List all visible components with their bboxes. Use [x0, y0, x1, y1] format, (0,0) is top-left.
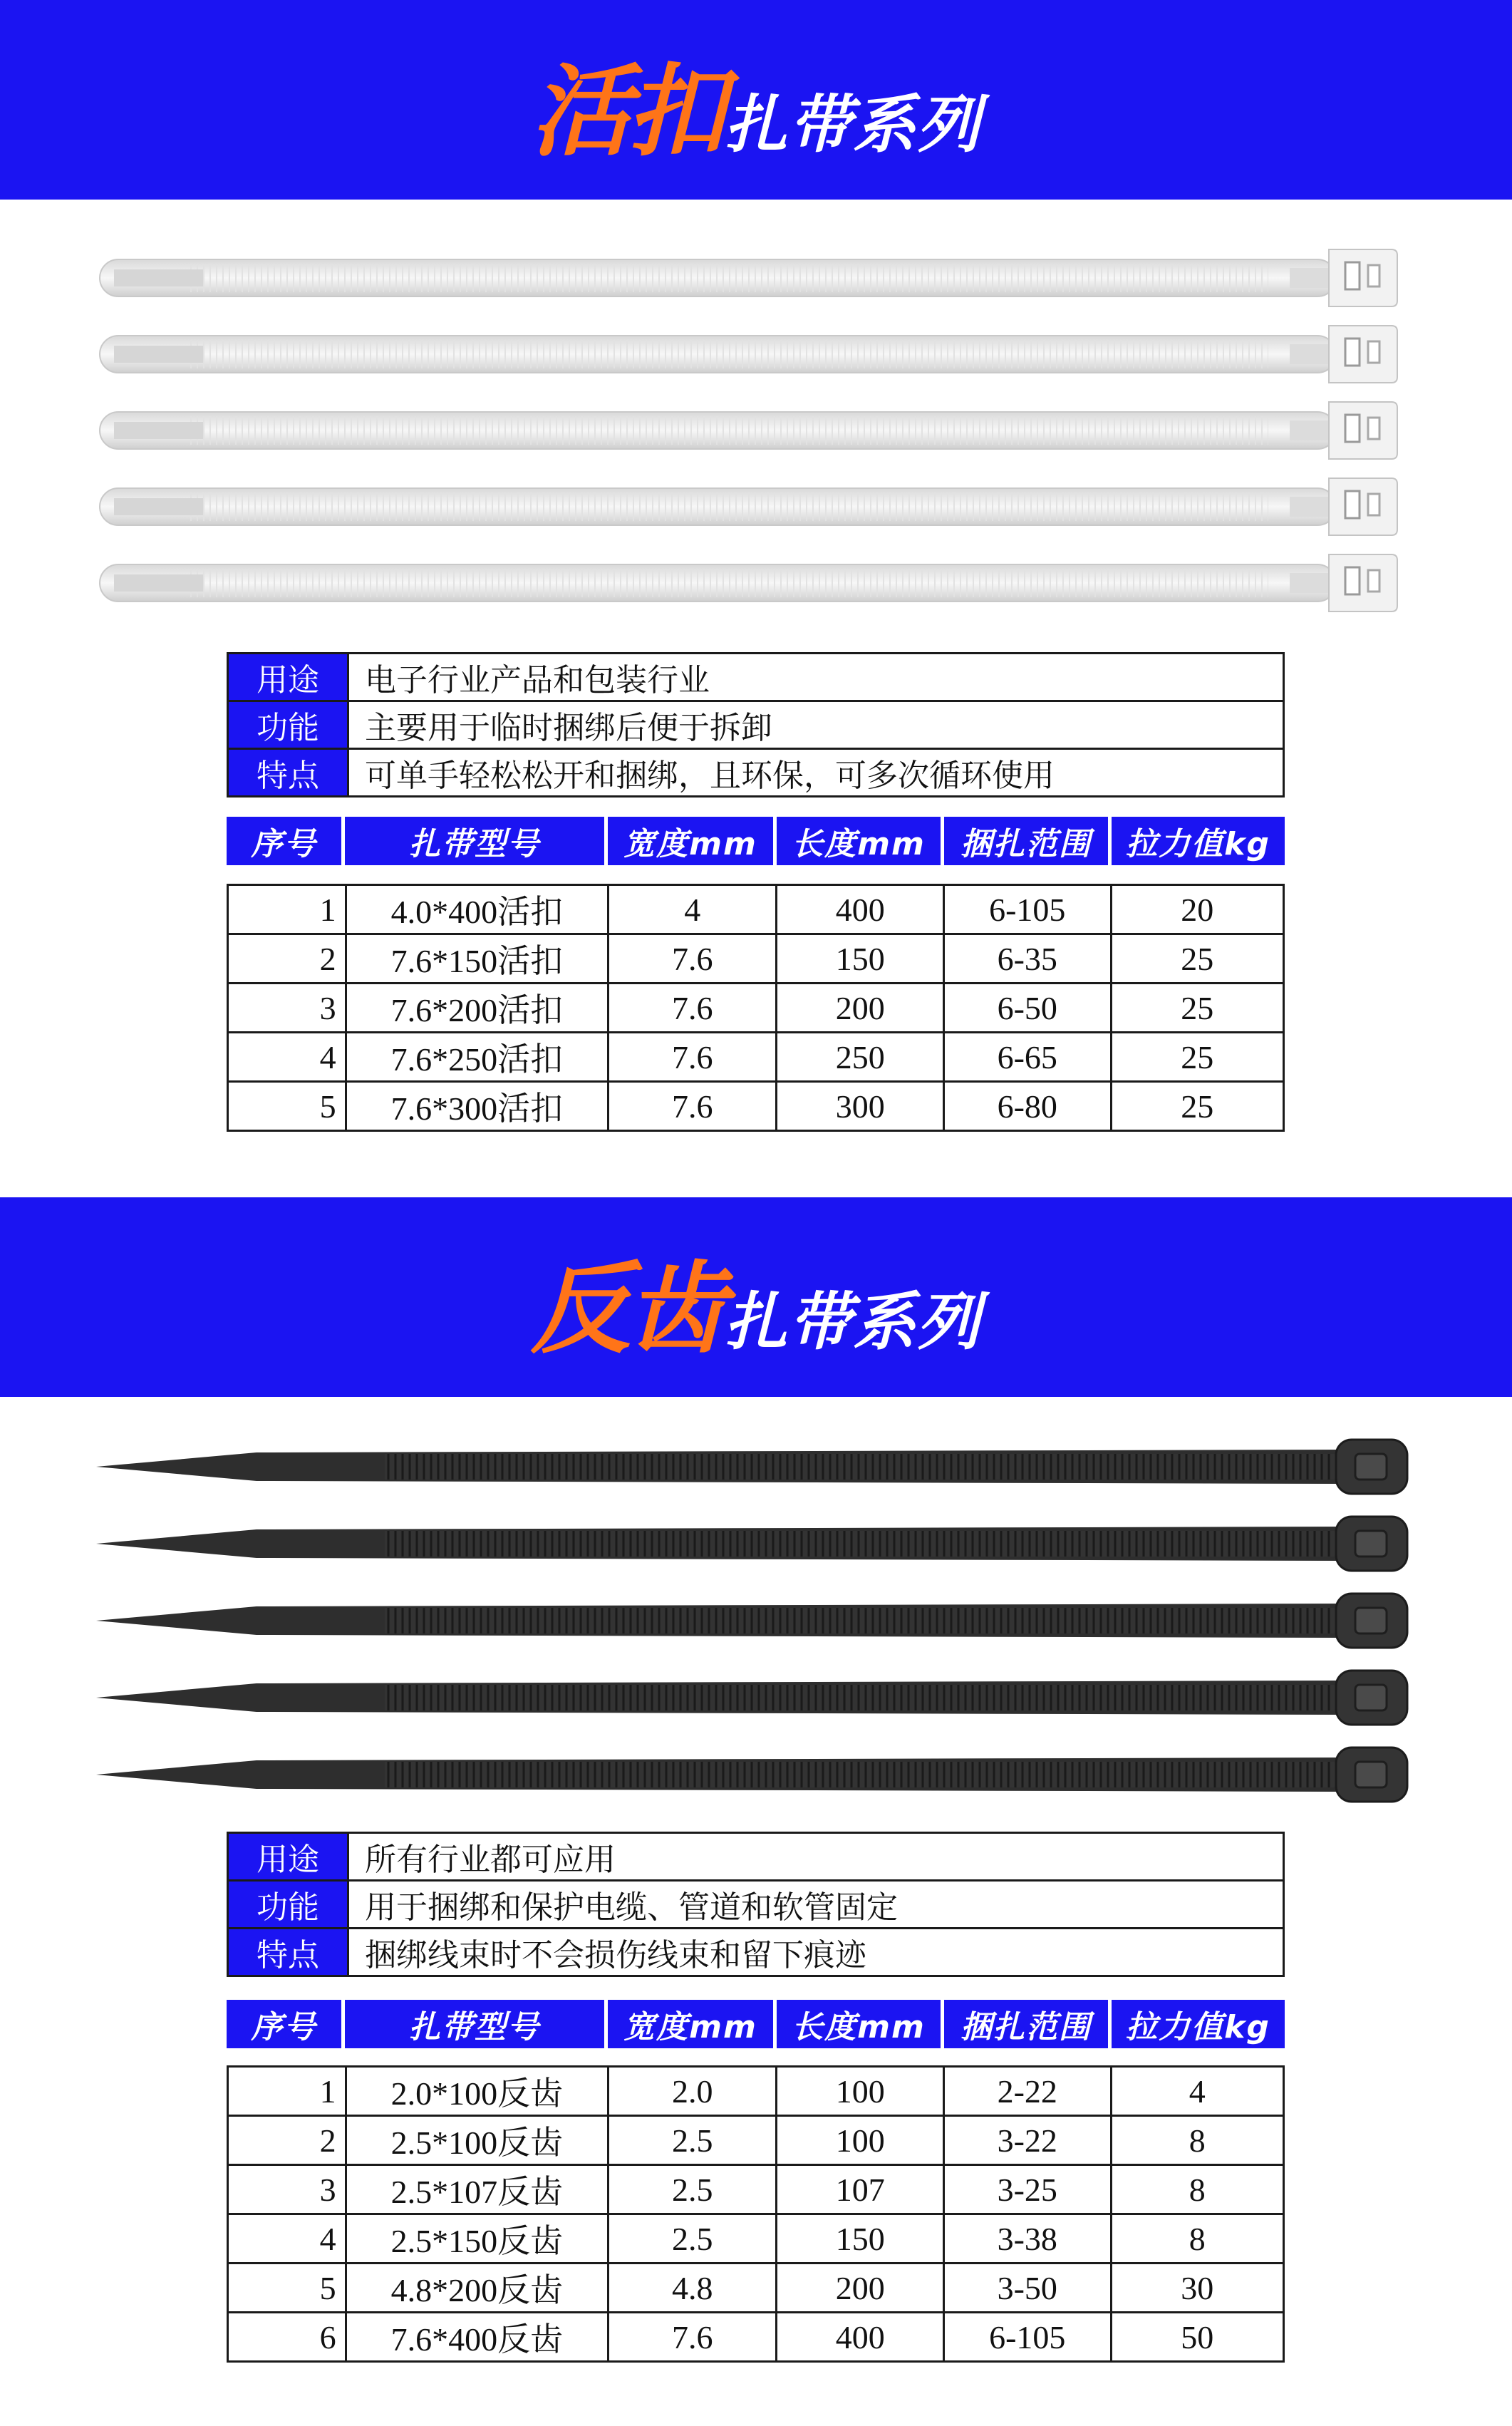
- cell-width: 7.6: [609, 1033, 777, 1082]
- cell-tensile: 4: [1111, 2067, 1283, 2116]
- cell-width: 2.5: [609, 2214, 777, 2264]
- cell-length: 250: [777, 1033, 944, 1082]
- cell-range: 6-35: [944, 934, 1112, 984]
- info-value: 可单手轻松松开和捆绑，且环保，可多次循环使用: [348, 749, 1284, 797]
- white-tie-1: [100, 249, 1397, 306]
- cell-range: 6-80: [944, 1082, 1112, 1131]
- header-width: 宽度mm: [608, 817, 773, 865]
- spec-header-row: [227, 817, 1285, 865]
- cell-range: 3-50: [944, 2264, 1112, 2313]
- cell-width: 2.5: [609, 2116, 777, 2165]
- cell-tensile: 8: [1111, 2165, 1283, 2214]
- info-label: 特点: [228, 1929, 348, 1976]
- info-row-function: [228, 1881, 1284, 1929]
- cell-model: 7.6*400反齿: [346, 2313, 608, 2362]
- cell-width: 7.6: [609, 2313, 777, 2362]
- cell-width: 2.5: [609, 2165, 777, 2214]
- table-row: [228, 934, 1284, 984]
- info-value: 捆绑线束时不会损伤线束和留下痕迹: [348, 1929, 1284, 1976]
- cell-range: 3-22: [944, 2116, 1112, 2165]
- cell-index: 4: [228, 2214, 346, 2264]
- white-tie-2: [100, 326, 1397, 383]
- cell-model: 2.5*100反齿: [346, 2116, 608, 2165]
- info-value: 主要用于临时捆绑后便于拆卸: [348, 701, 1284, 749]
- black-tie-2: [96, 1517, 1407, 1571]
- cell-range: 3-38: [944, 2214, 1112, 2264]
- cell-range: 6-50: [944, 984, 1112, 1033]
- cell-index: 3: [228, 984, 346, 1033]
- cell-tensile: 8: [1111, 2214, 1283, 2264]
- table-row: [228, 885, 1284, 934]
- cell-model: 2.5*107反齿: [346, 2165, 608, 2214]
- table-row: [228, 2214, 1284, 2264]
- title-accent: 活扣: [530, 54, 722, 170]
- cell-model: 7.6*150活扣: [346, 934, 608, 984]
- releasable-info-table: [227, 652, 1285, 798]
- cell-index: 5: [228, 2264, 346, 2313]
- cell-tensile: 25: [1111, 934, 1283, 984]
- header-model: 扎带型号: [345, 2000, 604, 2048]
- cell-index: 5: [228, 1082, 346, 1131]
- info-value: 所有行业都可应用: [348, 1833, 1284, 1881]
- header-index: 序号: [227, 2000, 341, 2048]
- info-row-feature: [228, 1929, 1284, 1976]
- info-value: 用于捆绑和保护电缆、管道和软管固定: [348, 1881, 1284, 1929]
- info-label: 用途: [228, 654, 348, 701]
- header-model: 扎带型号: [345, 817, 604, 865]
- cell-model: 2.5*150反齿: [346, 2214, 608, 2264]
- table-row: [228, 984, 1284, 1033]
- title-main: 扎带系列: [725, 1285, 982, 1358]
- info-label: 功能: [228, 701, 348, 749]
- cell-length: 107: [777, 2165, 944, 2214]
- cell-index: 3: [228, 2165, 346, 2214]
- cell-tensile: 30: [1111, 2264, 1283, 2313]
- cell-index: 6: [228, 2313, 346, 2362]
- cell-width: 7.6: [609, 1082, 777, 1131]
- cell-length: 200: [777, 984, 944, 1033]
- info-row-usage: [228, 1833, 1284, 1881]
- header-range: 捆扎范围: [944, 2000, 1108, 2048]
- cell-width: 4.8: [609, 2264, 777, 2313]
- section-banner-reverse-teeth: [0, 1197, 1512, 1397]
- table-row: [228, 2165, 1284, 2214]
- white-tie-4: [100, 478, 1397, 535]
- info-label: 用途: [228, 1833, 348, 1881]
- cell-tensile: 50: [1111, 2313, 1283, 2362]
- cell-model: 7.6*300活扣: [346, 1082, 608, 1131]
- table-row: [228, 2264, 1284, 2313]
- info-row-function: [228, 701, 1284, 749]
- table-row: [228, 1033, 1284, 1082]
- header-length: 长度mm: [777, 817, 941, 865]
- cell-range: 3-25: [944, 2165, 1112, 2214]
- black-tie-1: [96, 1440, 1407, 1494]
- cell-tensile: 20: [1111, 885, 1283, 934]
- cell-range: 2-22: [944, 2067, 1112, 2116]
- info-label: 功能: [228, 1881, 348, 1929]
- cell-index: 2: [228, 2116, 346, 2165]
- cell-index: 1: [228, 885, 346, 934]
- info-row-usage: [228, 654, 1284, 701]
- header-range: 捆扎范围: [944, 817, 1108, 865]
- title-accent: 反齿: [530, 1251, 722, 1368]
- black-tie-3: [96, 1594, 1407, 1648]
- cell-model: 4.8*200反齿: [346, 2264, 608, 2313]
- cell-tensile: 25: [1111, 1033, 1283, 1082]
- cell-length: 400: [777, 885, 944, 934]
- cell-tensile: 8: [1111, 2116, 1283, 2165]
- cell-model: 7.6*250活扣: [346, 1033, 608, 1082]
- white-tie-5: [100, 554, 1397, 611]
- cell-tensile: 25: [1111, 984, 1283, 1033]
- header-tensile: 拉力值kg: [1112, 2000, 1285, 2048]
- reverse-teeth-spec-table: [227, 2065, 1285, 2363]
- title-main: 扎带系列: [725, 88, 982, 161]
- cell-length: 200: [777, 2264, 944, 2313]
- header-tensile: 拉力值kg: [1112, 817, 1285, 865]
- cell-model: 4.0*400活扣: [346, 885, 608, 934]
- cell-length: 100: [777, 2067, 944, 2116]
- cell-model: 7.6*200活扣: [346, 984, 608, 1033]
- cell-model: 2.0*100反齿: [346, 2067, 608, 2116]
- cell-range: 6-105: [944, 885, 1112, 934]
- section-title: [0, 32, 1512, 175]
- header-length: 长度mm: [777, 2000, 941, 2048]
- cell-range: 6-105: [944, 2313, 1112, 2362]
- cell-length: 400: [777, 2313, 944, 2362]
- cell-length: 150: [777, 934, 944, 984]
- header-width: 宽度mm: [608, 2000, 773, 2048]
- cell-width: 4: [609, 885, 777, 934]
- cell-tensile: 25: [1111, 1082, 1283, 1131]
- cell-range: 6-65: [944, 1033, 1112, 1082]
- releasable-cable-ties-image: [86, 242, 1425, 613]
- cell-width: 7.6: [609, 984, 777, 1033]
- table-row: [228, 2313, 1284, 2362]
- table-row: [228, 2067, 1284, 2116]
- white-tie-3: [100, 402, 1397, 459]
- cell-width: 7.6: [609, 934, 777, 984]
- info-row-feature: [228, 749, 1284, 797]
- table-row: [228, 1082, 1284, 1131]
- section-title: [0, 1229, 1512, 1373]
- releasable-spec-table: [227, 884, 1285, 1132]
- black-tie-5: [96, 1748, 1407, 1802]
- cell-length: 100: [777, 2116, 944, 2165]
- table-row: [228, 2116, 1284, 2165]
- cell-index: 1: [228, 2067, 346, 2116]
- header-index: 序号: [227, 817, 341, 865]
- reverse-teeth-info-table: [227, 1832, 1285, 1977]
- reverse-teeth-cable-ties-image: [86, 1433, 1425, 1817]
- info-value: 电子行业产品和包装行业: [348, 654, 1284, 701]
- spec-header-row: [227, 2000, 1285, 2048]
- black-tie-4: [96, 1671, 1407, 1725]
- section-banner-releasable: [0, 0, 1512, 200]
- cell-width: 2.0: [609, 2067, 777, 2116]
- cell-length: 300: [777, 1082, 944, 1131]
- cell-index: 4: [228, 1033, 346, 1082]
- info-label: 特点: [228, 749, 348, 797]
- cell-index: 2: [228, 934, 346, 984]
- cell-length: 150: [777, 2214, 944, 2264]
